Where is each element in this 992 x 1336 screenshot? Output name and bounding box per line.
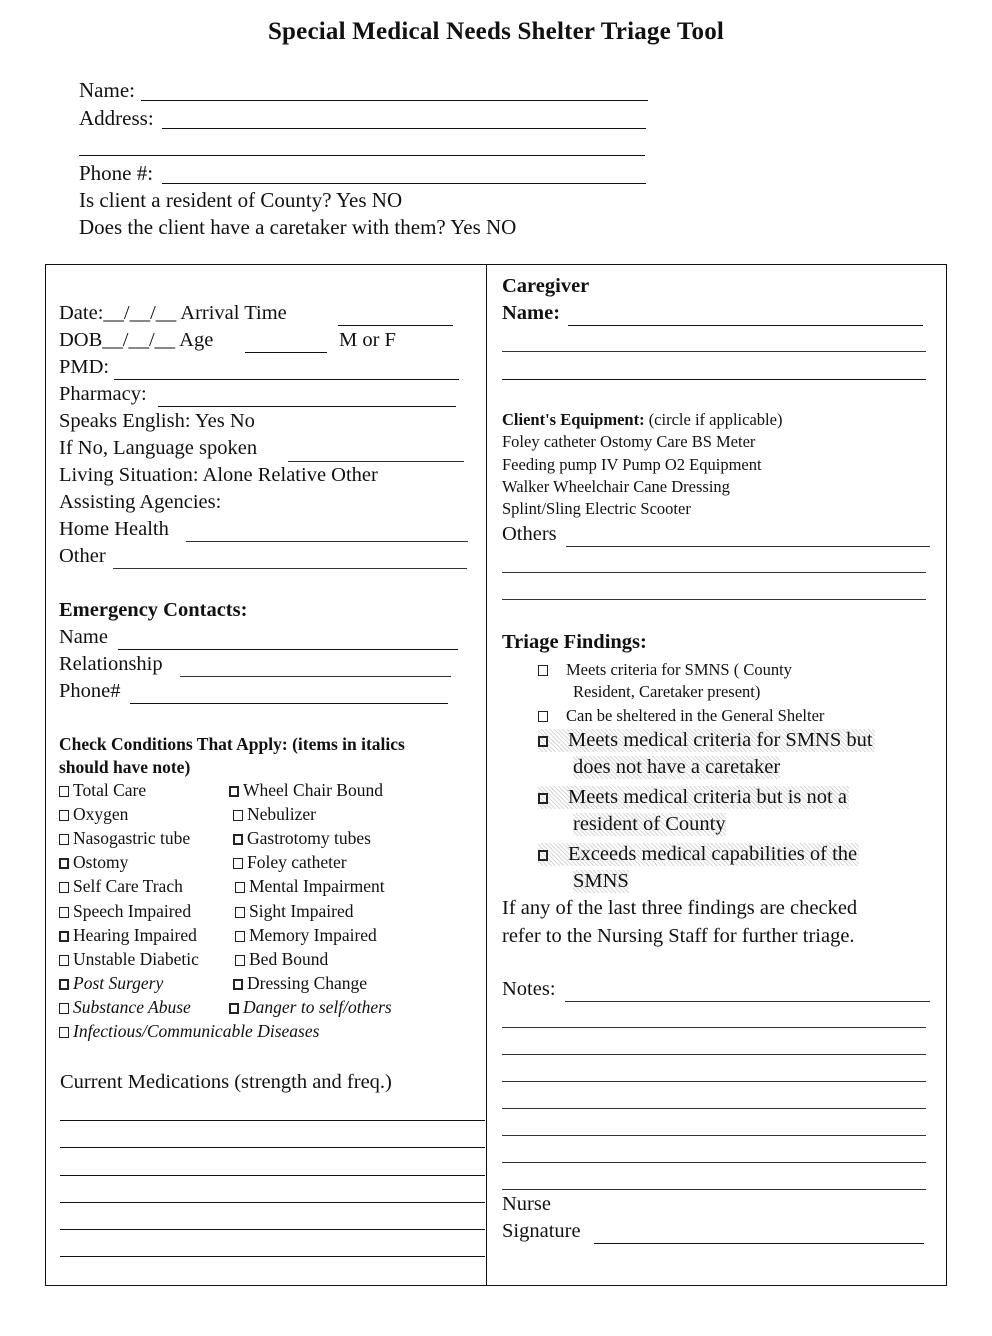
pmd-label: PMD: xyxy=(59,356,110,378)
finding-exceeds-capabilities-line-2: SMNS xyxy=(573,870,629,892)
condition-bed-bound[interactable]: Bed Bound xyxy=(235,949,328,970)
caregiver-heading: Caregiver xyxy=(502,275,590,297)
condition-total-care[interactable]: Total Care xyxy=(59,780,146,801)
equipment-row-4[interactable]: Splint/Sling Electric Scooter xyxy=(502,499,691,518)
checkbox-icon[interactable] xyxy=(538,793,548,804)
other-agency-label: Other xyxy=(59,545,106,567)
address-field[interactable] xyxy=(162,128,646,129)
caretaker-question: Does the client have a caretaker with them? Yes NO xyxy=(79,215,517,239)
equipment-row-3[interactable]: Walker Wheelchair Cane Dressing xyxy=(502,477,730,496)
checkbox-icon[interactable] xyxy=(233,834,243,845)
home-health-label: Home Health xyxy=(59,518,169,540)
others-line-2[interactable] xyxy=(502,572,926,573)
checkbox-icon[interactable] xyxy=(538,711,548,722)
others-label: Others xyxy=(502,523,557,545)
checkbox-icon[interactable] xyxy=(233,858,243,869)
notes-label: Notes: xyxy=(502,978,556,1000)
others-field[interactable] xyxy=(566,546,930,547)
checkbox-icon[interactable] xyxy=(59,931,69,942)
resident-question: Is client a resident of County? Yes NO xyxy=(79,188,403,212)
checkbox-icon[interactable] xyxy=(59,955,69,966)
checkbox-icon[interactable] xyxy=(59,786,69,797)
speaks-english: Speaks English: Yes No xyxy=(59,410,255,432)
medication-line-1[interactable] xyxy=(60,1120,485,1121)
medication-line-5[interactable] xyxy=(60,1229,485,1230)
ec-relationship-label: Relationship xyxy=(59,653,163,675)
finding-no-caretaker[interactable]: Meets medical criteria for SMNS but xyxy=(538,729,875,752)
finding-exceeds-capabilities[interactable]: Exceeds medical capabilities of the xyxy=(538,843,859,866)
finding-meets-smns-criteria-line-2: Resident, Caretaker present) xyxy=(573,682,761,701)
checkbox-icon[interactable] xyxy=(59,882,69,893)
notes-line-7[interactable] xyxy=(502,1162,926,1163)
finding-not-resident[interactable]: Meets medical criteria but is not a xyxy=(538,786,849,809)
checkbox-icon[interactable] xyxy=(538,850,548,861)
condition-foley-catheter[interactable]: Foley catheter xyxy=(233,852,347,873)
page-title: Special Medical Needs Shelter Triage Tool xyxy=(267,18,725,45)
condition-dressing-change[interactable]: Dressing Change xyxy=(233,973,367,994)
notes-line-5[interactable] xyxy=(502,1108,926,1109)
notes-line-8[interactable] xyxy=(502,1189,926,1190)
checkbox-icon[interactable] xyxy=(229,1003,239,1014)
language-label: If No, Language spoken xyxy=(59,437,258,459)
checkbox-icon[interactable] xyxy=(59,1027,69,1038)
pharmacy-field[interactable] xyxy=(158,406,456,407)
notes-line-2[interactable] xyxy=(502,1027,926,1028)
condition-sight-impaired[interactable]: Sight Impaired xyxy=(235,901,354,922)
caregiver-name-label: Name: xyxy=(502,302,561,324)
conditions-heading-line-2: should have note) xyxy=(59,757,191,777)
condition-infectious-diseases[interactable]: Infectious/Communicable Diseases xyxy=(59,1021,319,1042)
refer-note-line-1: If any of the last three findings are checked xyxy=(502,897,858,919)
home-health-field[interactable] xyxy=(186,541,468,542)
other-agency-field[interactable] xyxy=(113,568,467,569)
caregiver-line-3[interactable] xyxy=(502,379,926,380)
condition-nebulizer[interactable]: Nebulizer xyxy=(233,804,316,825)
living-situation: Living Situation: Alone Relative Other xyxy=(59,464,378,486)
current-medications-label: Current Medications (strength and freq.) xyxy=(60,1071,392,1093)
condition-nasogastric-tube[interactable]: Nasogastric tube xyxy=(59,828,190,849)
emergency-contacts-heading: Emergency Contacts: xyxy=(59,599,248,621)
ec-name-label: Name xyxy=(59,626,108,648)
checkbox-icon[interactable] xyxy=(538,736,548,747)
name-label: Name: xyxy=(79,78,135,102)
finding-not-resident-line-2: resident of County xyxy=(573,813,726,835)
equipment-row-1[interactable]: Foley catheter Ostomy Care BS Meter xyxy=(502,432,756,451)
medication-line-3[interactable] xyxy=(60,1175,485,1176)
condition-wheel-chair-bound[interactable]: Wheel Chair Bound xyxy=(229,780,383,801)
checkbox-icon[interactable] xyxy=(59,810,69,821)
condition-oxygen[interactable]: Oxygen xyxy=(59,804,128,825)
medication-line-6[interactable] xyxy=(60,1256,485,1257)
arrival-time-field[interactable] xyxy=(338,325,453,326)
notes-line-6[interactable] xyxy=(502,1135,926,1136)
name-field[interactable] xyxy=(141,100,648,101)
phone-field[interactable] xyxy=(162,183,646,184)
ec-name-field[interactable] xyxy=(118,649,458,650)
condition-hearing-impaired[interactable]: Hearing Impaired xyxy=(59,925,197,946)
condition-speech-impaired[interactable]: Speech Impaired xyxy=(59,901,191,922)
ec-relationship-field[interactable] xyxy=(180,676,451,677)
checkbox-icon[interactable] xyxy=(235,955,245,966)
checkbox-icon[interactable] xyxy=(235,907,245,918)
age-field[interactable] xyxy=(245,352,327,353)
pmd-field[interactable] xyxy=(114,379,459,380)
medication-line-2[interactable] xyxy=(60,1147,485,1148)
address-field-line-2[interactable] xyxy=(79,155,645,156)
notes-line-3[interactable] xyxy=(502,1054,926,1055)
nurse-signature-field[interactable] xyxy=(594,1243,924,1244)
nurse-label: Nurse xyxy=(502,1193,551,1215)
equipment-row-2[interactable]: Feeding pump IV Pump O2 Equipment xyxy=(502,455,762,474)
condition-gastrotomy-tubes[interactable]: Gastrotomy tubes xyxy=(233,828,371,849)
signature-label: Signature xyxy=(502,1220,581,1242)
checkbox-icon[interactable] xyxy=(59,907,69,918)
checkbox-icon[interactable] xyxy=(235,882,245,893)
refer-note-line-2: refer to the Nursing Staff for further triage. xyxy=(502,925,855,947)
others-line-3[interactable] xyxy=(502,599,926,600)
checkbox-icon[interactable] xyxy=(538,665,548,676)
notes-line-1[interactable] xyxy=(565,1001,930,1002)
checkbox-icon[interactable] xyxy=(235,931,245,942)
column-divider xyxy=(486,264,487,1286)
sex-label: M or F xyxy=(339,329,396,351)
checkbox-icon[interactable] xyxy=(229,786,239,797)
language-field[interactable] xyxy=(288,461,464,462)
condition-unstable-diabetic[interactable]: Unstable Diabetic xyxy=(59,949,199,970)
phone-label: Phone #: xyxy=(79,161,154,185)
conditions-heading: Check Conditions That Apply: (items in italics xyxy=(59,734,405,754)
address-label: Address: xyxy=(79,106,154,130)
checkbox-icon[interactable] xyxy=(59,979,69,990)
condition-post-surgery[interactable]: Post Surgery xyxy=(59,973,163,994)
checkbox-icon[interactable] xyxy=(59,834,69,845)
caregiver-name-field[interactable] xyxy=(568,325,923,326)
date-label: Date:__/__/__ Arrival Time xyxy=(59,302,287,324)
pharmacy-label: Pharmacy: xyxy=(59,383,147,405)
condition-self-care-trach[interactable]: Self Care Trach xyxy=(59,876,183,897)
equipment-heading: Client's Equipment: (circle if applicable) xyxy=(502,410,783,429)
finding-general-shelter[interactable]: Can be sheltered in the General Shelter xyxy=(538,706,824,726)
condition-danger-to-self-others[interactable]: Danger to self/others xyxy=(229,997,392,1018)
condition-memory-impaired[interactable]: Memory Impaired xyxy=(235,925,377,946)
checkbox-icon[interactable] xyxy=(59,1003,69,1014)
checkbox-icon[interactable] xyxy=(233,979,243,990)
checkbox-icon[interactable] xyxy=(233,810,243,821)
caregiver-line-2[interactable] xyxy=(502,351,926,352)
ec-phone-field[interactable] xyxy=(130,703,448,704)
condition-ostomy[interactable]: Ostomy xyxy=(59,852,128,873)
checkbox-icon[interactable] xyxy=(59,858,69,869)
notes-line-4[interactable] xyxy=(502,1081,926,1082)
finding-meets-smns-criteria[interactable]: Meets criteria for SMNS ( County xyxy=(538,660,792,680)
ec-phone-label: Phone# xyxy=(59,680,121,702)
condition-substance-abuse[interactable]: Substance Abuse xyxy=(59,997,191,1018)
finding-no-caretaker-line-2: does not have a caretaker xyxy=(573,756,781,778)
dob-label: DOB__/__/__ Age xyxy=(59,329,214,351)
condition-mental-impairment[interactable]: Mental Impairment xyxy=(235,876,385,897)
assisting-agencies: Assisting Agencies: xyxy=(59,491,222,513)
medication-line-4[interactable] xyxy=(60,1202,485,1203)
triage-findings-heading: Triage Findings: xyxy=(502,631,647,653)
